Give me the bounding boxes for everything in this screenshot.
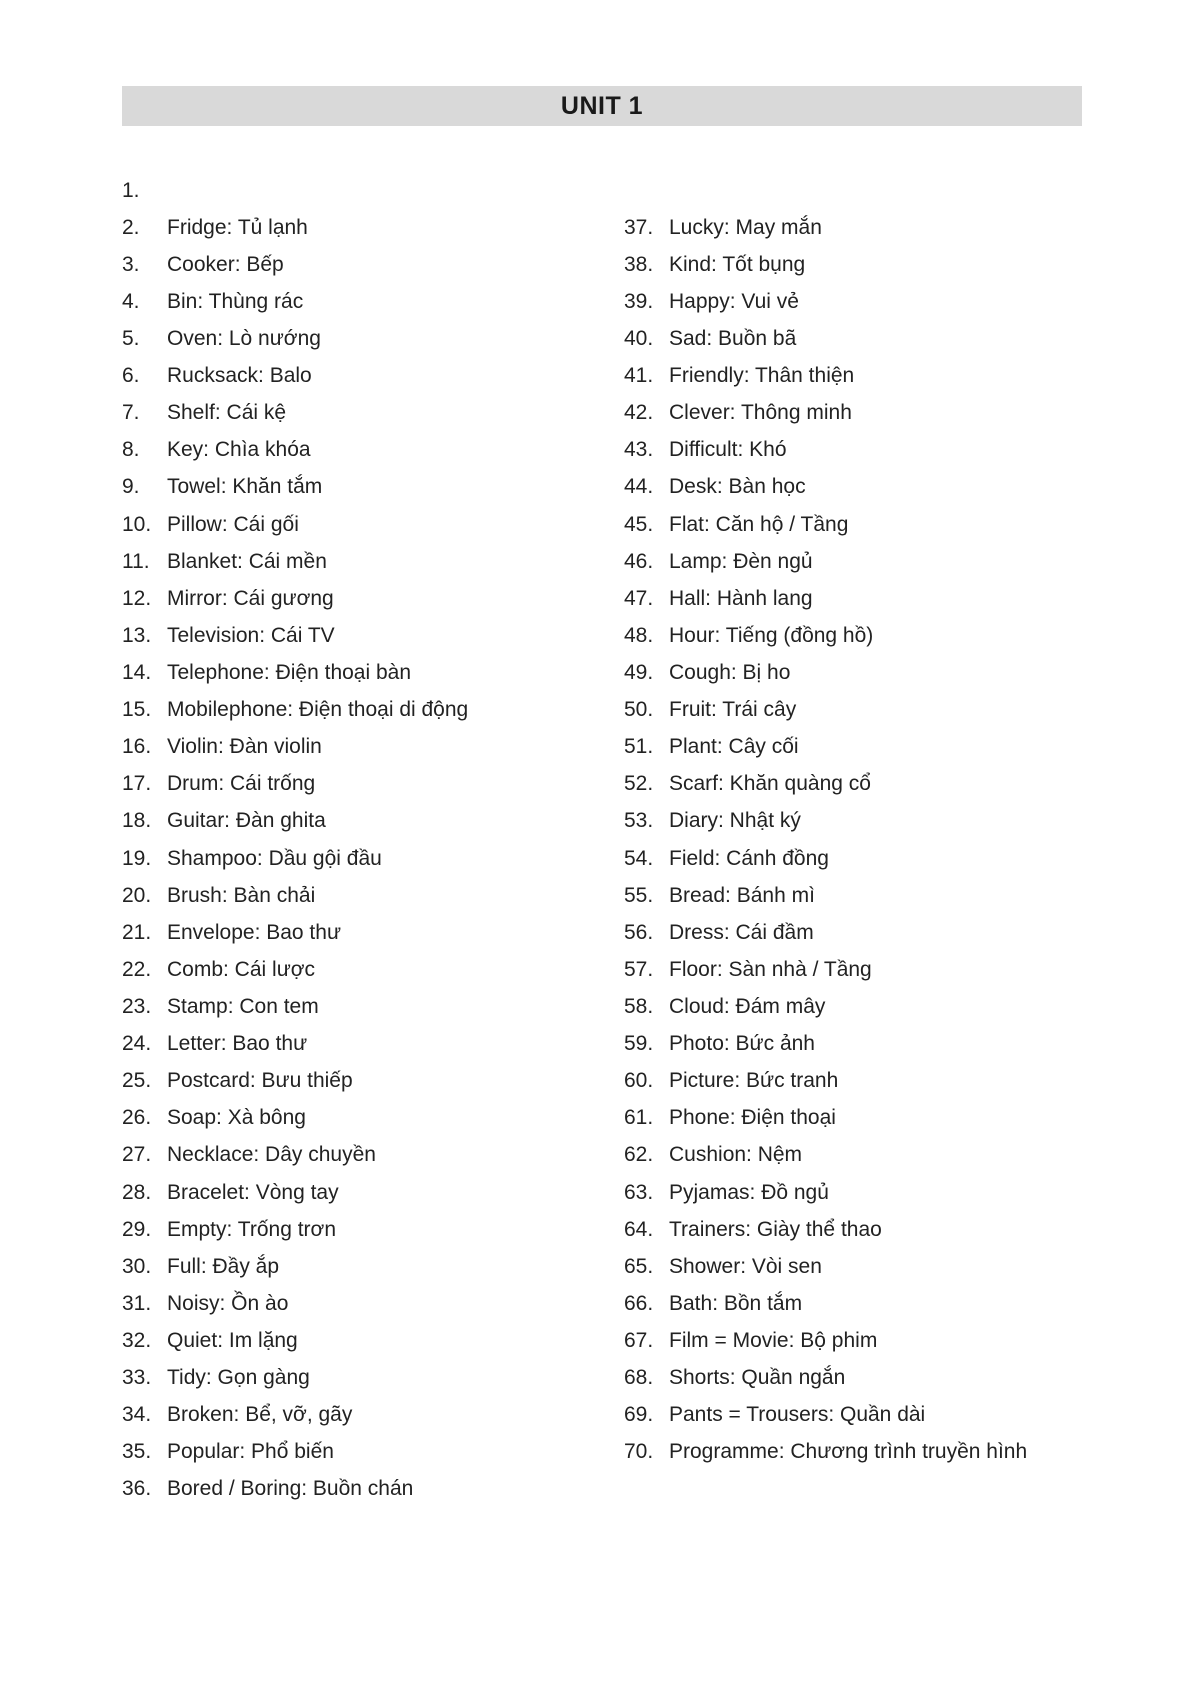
item-number: 29. [122,1217,152,1241]
item-number: 33. [122,1366,152,1390]
item-number: 14. [122,660,152,684]
item-number: 23. [122,994,152,1018]
item-number: 43. [624,438,654,462]
item-text: Diary: Nhật ký [669,809,801,833]
item-number: 32. [122,1328,152,1352]
item-number: 61. [624,1106,654,1130]
item-number: 26. [122,1106,152,1130]
vocabulary-item [624,729,1094,766]
item-text: Flat: Căn hộ / Tầng [669,512,849,536]
vocabulary-item [122,246,612,283]
vocabulary-item [624,692,1094,729]
vocabulary-item [122,988,612,1025]
item-number: 69. [624,1403,654,1427]
vocabulary-item [122,617,612,654]
item-text: Envelope: Bao thư [167,920,342,944]
item-text: Bath: Bồn tắm [669,1291,803,1315]
vocabulary-item [122,320,612,357]
vocabulary-item [122,580,612,617]
vocabulary-item [122,1471,612,1508]
item-text: Noisy: Ồn ào [167,1291,289,1315]
item-text: Television: Cái TV [167,623,335,647]
item-number: 58. [624,994,654,1018]
item-text: Cooker: Bếp [167,252,284,276]
item-text: Cloud: Đám mây [669,994,826,1018]
item-text: Field: Cánh đồng [669,846,829,870]
item-text: Bread: Bánh mì [669,883,815,907]
vocabulary-item [624,951,1094,988]
item-number: 10. [122,512,152,536]
item-text: Necklace: Dây chuyền [167,1143,376,1167]
item-text: Sad: Buồn bã [669,326,797,350]
vocabulary-item [122,543,612,580]
item-number: 42. [624,401,654,425]
vocabulary-item [624,1211,1094,1248]
vocabulary-item [122,1397,612,1434]
item-number: 8. [122,438,140,462]
item-number: 57. [624,957,654,981]
item-text: Drum: Cái trống [167,772,316,796]
item-text: Letter: Bao thư [167,1032,308,1056]
item-text: Bracelet: Vòng tay [167,1180,339,1204]
vocabulary-item [122,172,612,209]
vocabulary-item [122,358,612,395]
vocabulary-item [122,1360,612,1397]
item-text: Rucksack: Balo [167,364,312,388]
item-text: Guitar: Đàn ghita [167,809,326,833]
vocabulary-item [122,1026,612,1063]
item-text: Cushion: Nệm [669,1143,803,1167]
item-text: Cough: Bị ho [669,660,791,684]
item-text: Friendly: Thân thiện [669,364,855,388]
item-number: 18. [122,809,152,833]
item-text: Violin: Đàn violin [167,735,322,759]
item-text: Hour: Tiếng (đồng hồ) [669,623,874,647]
vocabulary-item [624,1397,1094,1434]
item-number: 11. [122,549,150,573]
item-number: 22. [122,957,152,981]
vocabulary-item [624,1174,1094,1211]
item-text: Broken: Bể, vỡ, gãy [167,1403,353,1427]
item-number: 41. [624,364,654,388]
item-number: 28. [122,1180,152,1204]
item-number: 47. [624,586,654,610]
item-number: 19. [122,846,152,870]
item-number: 64. [624,1217,654,1241]
vocabulary-item [122,729,612,766]
item-text: Key: Chìa khóa [167,438,311,462]
vocabulary-item [624,395,1094,432]
vocabulary-item [122,1322,612,1359]
item-text: Lucky: May mắn [669,215,822,239]
item-number: 36. [122,1477,152,1501]
vocabulary-item [624,988,1094,1025]
item-number: 2. [122,215,140,239]
page-title: UNIT 1 [560,91,644,120]
item-number: 39. [624,289,654,313]
vocabulary-item [624,246,1094,283]
item-number: 38. [624,252,654,276]
vocabulary-item [122,1211,612,1248]
item-text: Mirror: Cái gương [167,586,334,610]
vocabulary-item [624,1100,1094,1137]
item-number: 52. [624,772,654,796]
item-number: 65. [624,1254,654,1278]
item-number: 49. [624,660,654,684]
item-text: Tidy: Gọn gàng [167,1366,310,1390]
vocabulary-item [624,1063,1094,1100]
item-text: Floor: Sàn nhà / Tầng [669,957,872,981]
vocabulary-item [624,766,1094,803]
item-text: Dress: Cái đầm [669,920,814,944]
item-number: 30. [122,1254,152,1278]
item-number: 51. [624,735,654,759]
item-text: Fruit: Trái cây [669,698,797,722]
vocabulary-item [122,766,612,803]
vocabulary-item [624,914,1094,951]
item-text: Quiet: Im lặng [167,1328,298,1352]
item-text: Phone: Điện thoại [669,1106,836,1130]
item-text: Soap: Xà bông [167,1106,306,1130]
item-text: Photo: Bức ảnh [669,1032,815,1056]
item-number: 6. [122,364,140,388]
item-number: 1. [122,178,140,202]
vocabulary-item [122,1100,612,1137]
item-text: Difficult: Khó [669,438,787,462]
item-text: Stamp: Con tem [167,994,319,1018]
item-number: 27. [122,1143,152,1167]
vocabulary-item [624,580,1094,617]
item-text: Shorts: Quần ngắn [669,1366,846,1390]
vocabulary-item [122,283,612,320]
item-text: Fridge: Tủ lạnh [167,215,308,239]
item-text: Hall: Hành lang [669,586,813,610]
item-text: Oven: Lò nướng [167,326,321,350]
item-text: Bored / Boring: Buồn chán [167,1477,414,1501]
vocabulary-item [122,469,612,506]
item-text: Pillow: Cái gối [167,512,299,536]
item-number: 40. [624,326,654,350]
vocabulary-item [624,1137,1094,1174]
item-text: Empty: Trống trơn [167,1217,336,1241]
title-bar [122,86,1082,126]
vocabulary-item [624,877,1094,914]
item-number: 4. [122,289,140,313]
item-number: 20. [122,883,152,907]
vocabulary-item [122,654,612,691]
item-text: Scarf: Khăn quàng cổ [669,772,871,796]
vocabulary-item [122,1063,612,1100]
item-number: 21. [122,920,152,944]
vocabulary-item [624,1360,1094,1397]
item-text: Shower: Vòi sen [669,1254,822,1278]
item-text: Mobilephone: Điện thoại di động [167,698,469,722]
vocabulary-item [624,469,1094,506]
item-number: 3. [122,252,140,276]
vocabulary-item [122,395,612,432]
item-text: Shampoo: Dầu gội đầu [167,846,382,870]
item-text: Pants = Trousers: Quần dài [669,1403,926,1427]
vocabulary-item [624,432,1094,469]
item-text: Towel: Khăn tắm [167,475,323,499]
item-number: 70. [624,1440,654,1464]
item-number: 37. [624,215,654,239]
item-number: 25. [122,1069,152,1093]
item-text: Clever: Thông minh [669,401,852,425]
item-number: 16. [122,735,152,759]
item-text: Blanket: Cái mền [167,549,327,573]
vocabulary-item [122,209,612,246]
item-number: 45. [624,512,654,536]
vocabulary-item [122,840,612,877]
vocabulary-item [624,1026,1094,1063]
item-number: 12. [122,586,152,610]
item-number: 56. [624,920,654,944]
vocabulary-item [624,543,1094,580]
vocabulary-item [624,1285,1094,1322]
item-number: 5. [122,326,140,350]
item-number: 44. [624,475,654,499]
item-number: 17. [122,772,152,796]
vocabulary-item [624,283,1094,320]
item-number: 24. [122,1032,152,1056]
vocabulary-item [624,803,1094,840]
item-number: 7. [122,401,140,425]
item-text: Postcard: Bưu thiếp [167,1069,353,1093]
vocabulary-item [122,1285,612,1322]
item-text: Film = Movie: Bộ phim [669,1328,878,1352]
item-number: 48. [624,623,654,647]
vocabulary-item [122,951,612,988]
vocabulary-item [624,506,1094,543]
item-text: Pyjamas: Đồ ngủ [669,1180,829,1204]
item-text: Shelf: Cái kệ [167,401,287,425]
item-number: 63. [624,1180,654,1204]
vocabulary-item [624,1434,1094,1471]
vocabulary-item [122,692,612,729]
item-number: 62. [624,1143,654,1167]
vocabulary-item [122,1137,612,1174]
item-number: 46. [624,549,654,573]
item-text: Desk: Bàn học [669,475,806,499]
vocabulary-item [122,914,612,951]
item-number: 66. [624,1291,654,1315]
item-number: 53. [624,809,654,833]
vocabulary-item [122,877,612,914]
item-text: Telephone: Điện thoại bàn [167,660,412,684]
vocabulary-item [624,617,1094,654]
item-number: 68. [624,1366,654,1390]
vocabulary-item [624,840,1094,877]
item-number: 31. [122,1291,152,1315]
item-text: Brush: Bàn chải [167,883,316,907]
item-text: Popular: Phổ biến [167,1440,334,1464]
item-number: 50. [624,698,654,722]
vocabulary-item [624,209,1094,246]
item-number: 13. [122,623,152,647]
vocabulary-item [624,1248,1094,1285]
item-number: 9. [122,475,140,499]
item-text: Lamp: Đèn ngủ [669,549,813,573]
item-number: 60. [624,1069,654,1093]
vocabulary-item [122,506,612,543]
item-number: 55. [624,883,654,907]
item-number: 59. [624,1032,654,1056]
item-number: 35. [122,1440,152,1464]
item-text: Kind: Tốt bụng [669,252,806,276]
item-number: 15. [122,698,152,722]
vocabulary-item [624,1322,1094,1359]
item-text: Programme: Chương trình truyền hình [669,1440,1028,1464]
vocabulary-item [122,1248,612,1285]
vocabulary-item [122,432,612,469]
vocabulary-list-right [624,209,1094,1471]
vocabulary-item [624,654,1094,691]
vocabulary-item [122,803,612,840]
item-text: Trainers: Giày thể thao [669,1217,882,1241]
item-number: 34. [122,1403,152,1427]
item-number: 54. [624,846,654,870]
vocabulary-item [122,1434,612,1471]
item-text: Plant: Cây cối [669,735,799,759]
item-text: Happy: Vui vẻ [669,289,799,313]
vocabulary-item [624,358,1094,395]
item-text: Comb: Cái lược [167,957,316,981]
vocabulary-item [122,1174,612,1211]
vocabulary-item [624,320,1094,357]
item-text: Bin: Thùng rác [167,289,304,313]
item-number: 67. [624,1328,654,1352]
vocabulary-list-left [122,172,612,1508]
item-text: Full: Đầy ắp [167,1254,280,1278]
item-text: Picture: Bức tranh [669,1069,839,1093]
